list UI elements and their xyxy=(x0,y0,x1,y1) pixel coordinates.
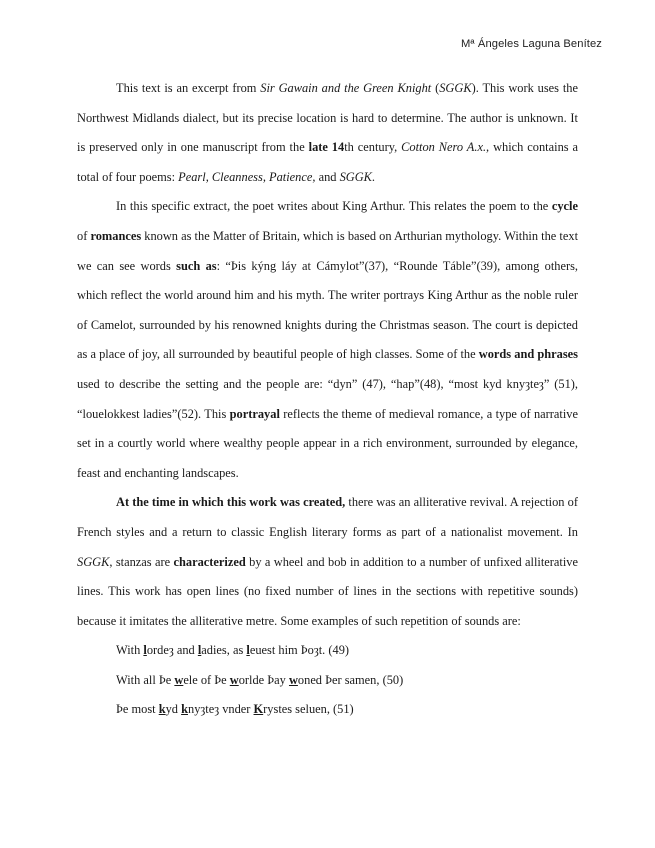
text: ele of Þe xyxy=(183,672,230,687)
work-abbreviation: SGGK xyxy=(339,169,372,184)
poem-list: Pearl, Cleanness, Patience, xyxy=(178,169,316,184)
document-body xyxy=(77,74,578,725)
text: rystes seluen, (51) xyxy=(263,702,354,717)
text: of xyxy=(77,228,91,243)
paragraph-intro xyxy=(77,74,578,192)
bold-portrayal: portrayal xyxy=(229,406,280,421)
text: known as the Matter of Britain, which is based on Arthurian mythology. Within the text we can see words xyxy=(77,228,579,273)
text: used to describe the setting and the people are: “dyn” (47), “hap”(48), “most kyd knyȝteȝ” (51), “louelokkest ladies”(52). This xyxy=(77,376,578,421)
text: reflects the theme of medieval romance, a type of narrative set in a courtly world where wealthy people appear in a rich environment, surrounded by elegance, feast and enchanting landscapes. xyxy=(77,406,578,480)
text: , stanzas are xyxy=(109,554,174,569)
text: This text is an excerpt from xyxy=(116,81,261,95)
text: which contains a total of four poems: xyxy=(77,140,579,184)
text: ordeȝ and xyxy=(146,643,198,658)
text: With all Þe xyxy=(116,672,175,687)
text: there was an alliterative revival. A rejection of French styles and a return to classic English literary forms as part of a nationalist movement. In xyxy=(77,495,578,539)
text: . xyxy=(371,169,376,184)
alliterative-letter: l xyxy=(143,643,147,658)
alliterative-letter: K xyxy=(253,702,264,717)
text: Þe most xyxy=(116,702,159,717)
alliterative-letter: w xyxy=(174,672,184,687)
text: orlde Þay xyxy=(238,672,289,687)
bold-characterized: characterized xyxy=(173,554,246,569)
alliterative-letter: w xyxy=(288,672,298,687)
text: In this specific extract, the poet writes about King Arthur. This relates the poem to the xyxy=(116,199,552,214)
alliterative-letter: l xyxy=(197,643,202,658)
work-abbreviation: SGGK xyxy=(77,554,110,569)
text: adies, as xyxy=(201,643,247,658)
text: euest him Þoȝt. (49) xyxy=(249,643,350,658)
page-header-author: Mª Ángeles Laguna Benítez xyxy=(461,38,602,50)
work-title: Sir Gawain and the Green Knight xyxy=(260,81,432,95)
bold-romances: romances xyxy=(90,228,142,243)
text: by a wheel and bob in addition to a number of unfixed alliterative lines. This work has open lines (no fixed number of lines in the sections with repetitive sounds) because it imitates the alliterative metre. Some examples of such repetition of sounds are: xyxy=(77,554,578,628)
bold-late-14: late 14 xyxy=(308,140,345,155)
bold-words-and-phrases: words and phrases xyxy=(478,347,578,362)
alliterative-letter: w xyxy=(229,672,239,687)
text: With xyxy=(116,643,144,658)
text: and xyxy=(315,169,340,184)
example-line-50 xyxy=(77,666,578,696)
text: nyȝteȝ vnder xyxy=(188,702,254,717)
manuscript-name: Cotton Nero A.x., xyxy=(401,140,490,155)
bold-cycle: cycle xyxy=(551,199,578,214)
text: ( xyxy=(431,81,440,95)
text: ). This work uses the Northwest Midlands dialect, but its precise location is hard to determine. The author is unknown. It is preserved only in one manuscript from the xyxy=(77,81,578,155)
alliterative-letter: k xyxy=(158,702,166,717)
example-line-51 xyxy=(77,695,578,725)
alliterative-letter: k xyxy=(181,702,188,717)
alliterative-letter: l xyxy=(246,643,250,658)
text: yd xyxy=(165,702,182,717)
bold-such-as: such as xyxy=(176,258,217,273)
text: th century, xyxy=(344,140,402,155)
work-abbreviation: SGGK xyxy=(439,81,472,95)
example-line-49 xyxy=(77,636,578,666)
text: : “Þis kýng láy at Cámylot”(37), “Rounde Táble”(39), among others, which reflect the world around him and his myth. The writer portrays King Arthur as the noble ruler of Camelot, surrounded by his renowned knights during the Christmas season. The court is depicted as a place of joy, all surrounded by beautiful people of high classes. Some of the xyxy=(77,258,578,362)
bold-lead-phrase: At the time in which this work was created, xyxy=(116,495,346,510)
text: oned Þer samen, (50) xyxy=(297,672,404,687)
paragraph-alliterative xyxy=(77,488,578,636)
paragraph-arthur xyxy=(77,192,578,488)
